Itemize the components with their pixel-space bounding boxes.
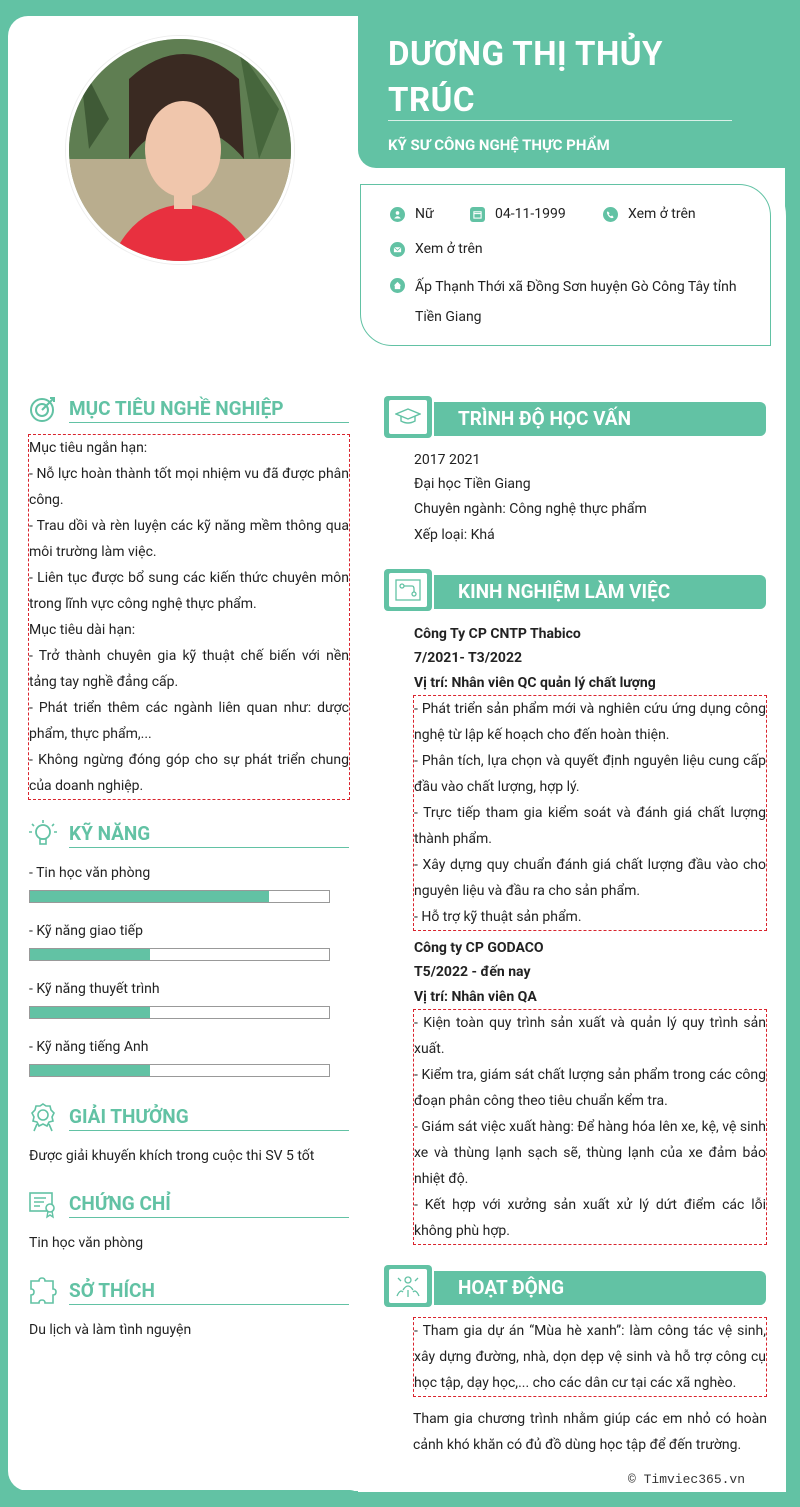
education-major: Chuyên ngành: Công nghệ thực phẩm (414, 501, 647, 517)
objective-rule (69, 422, 349, 423)
objective-title: MỤC TIÊU NGHỀ NGHIỆP (69, 397, 284, 420)
gender-value: Nữ (415, 206, 434, 222)
avatar-image (69, 39, 294, 264)
job-duty: - Phân tích, lựa chọn và quyết định nguyên liệu cung cấp đầu vào chất lượng, hợp lý. (414, 753, 766, 795)
experience-title: KINH NGHIỆM LÀM VIỆC (458, 580, 671, 603)
objective-line: - Trở thành chuyên gia kỹ thuật chế biến với nền tảng tay nghề đẳng cấp. (29, 648, 349, 690)
awards-heading (28, 1102, 348, 1132)
job-duties-box (413, 1009, 767, 1245)
phone-icon (603, 207, 618, 222)
activities-title: HOẠT ĐỘNG (458, 1276, 565, 1299)
job-duty: - Kiện toàn quy trình sản xuất và quản lý quy trình sản xuất. (414, 1015, 766, 1057)
skill-bar (29, 948, 330, 961)
job-duty: - Phát triển sản phẩm mới và nghiên cứu ứng dụng công nghệ từ lập kế hoạch cho đến hoàn thiện. (414, 701, 766, 743)
education-title: TRÌNH ĐỘ HỌC VẤN (458, 407, 632, 430)
job-duty: - Hỗ trợ kỹ thuật sản phẩm. (414, 909, 582, 925)
objective-line: Mục tiêu dài hạn: (29, 622, 136, 638)
phone-row (603, 206, 696, 222)
job-duty: - Giám sát việc xuất hàng: Để hàng hóa lên xe, kệ, vệ sinh xe và thùng lạnh sạch sẽ, thùng lạnh của xe đảm bảo nhiệt độ. (414, 1119, 766, 1187)
skill-label: - Kỹ năng tiếng Anh (29, 1039, 149, 1055)
hobbies-rule (69, 1304, 349, 1305)
activity-text: - Tham gia dự án “Mùa hè xanh”: làm công tác vệ sinh, xây dựng đường, nhà, dọn dẹp vệ sinh và hỗ trợ công cụ học tập, dạy học,... cho các dân cư tại các xã nghèo. (414, 1323, 766, 1391)
education-heading (384, 396, 766, 438)
user-icon (390, 207, 405, 222)
objective-heading (28, 394, 348, 424)
address-value: Ấp Thạnh Thới xã Đồng Sơn huyện Gò Công Tây tỉnh Tiền Giang (415, 279, 737, 325)
skills-heading (28, 819, 348, 849)
objective-line: - Trau dồi và rèn luyện các kỹ năng mềm thông qua môi trường làm việc. (29, 518, 349, 560)
certificates-rule (69, 1217, 349, 1218)
objective-line: Mục tiêu ngắn hạn: (29, 440, 148, 456)
awards-text: Được giải khuyến khích trong cuộc thi SV 5 tốt (29, 1148, 315, 1164)
job-period: 7/2021- T3/2022 (414, 650, 523, 666)
education-school: Đại học Tiền Giang (414, 476, 531, 492)
skill-label: - Kỹ năng thuyết trình (29, 981, 160, 997)
job-position: Vị trí: Nhân viên QA (414, 989, 537, 1005)
certificates-heading (28, 1189, 348, 1219)
skill-bar (29, 890, 330, 903)
job-duty: - Trực tiếp tham gia kiểm soát và đánh giá chất lượng thành phẩm. (414, 805, 766, 847)
full-name: DƯƠNG THỊ THỦY TRÚC (388, 35, 663, 120)
experience-icon-box (384, 569, 432, 611)
skill-bar-fill (30, 1065, 150, 1076)
skills-rule (69, 847, 349, 848)
certificate-icon (28, 1189, 58, 1219)
footer-watermark: © Timviec365.vn (628, 1472, 746, 1487)
objective-line: - Nỗ lực hoàn thành tốt mọi nhiệm vu đã được phân công. (29, 466, 349, 508)
experience-heading (384, 569, 766, 611)
awards-rule (69, 1130, 349, 1131)
name-divider (388, 120, 732, 121)
hobbies-heading (28, 1276, 348, 1306)
objective-line: - Không ngừng đóng góp cho sự phát triển chung của doanh nghiệp. (29, 752, 349, 794)
job-position: Vị trí: Nhân viên QC quản lý chất lượng (414, 675, 656, 691)
job-duty: - Kết hợp với xưởng sản xuất xử lý dứt điểm các lỗi không phù hợp. (414, 1197, 766, 1239)
objective-line: - Phát triển thêm các ngành liên quan như: dược phẩm, thực phẩm,... (29, 700, 349, 742)
education-icon-box (384, 396, 432, 438)
job-title: KỸ SƯ CÔNG NGHỆ THỰC PHẨM (388, 136, 610, 154)
graduation-cap-icon (395, 407, 421, 427)
awards-title: GIẢI THƯỞNG (69, 1105, 189, 1128)
phone-value: Xem ở trên (628, 206, 696, 222)
address-row (390, 272, 750, 332)
skills-title: KỸ NĂNG (69, 822, 151, 845)
skill-label: - Tin học văn phòng (29, 865, 151, 881)
job-company: Công Ty CP CNTP Thabico (414, 626, 581, 642)
skill-bar (29, 1006, 330, 1019)
job-duties-box (413, 695, 767, 931)
education-period: 2017 2021 (414, 452, 481, 468)
activities-box (413, 1317, 767, 1397)
activities-icon-box (384, 1265, 432, 1307)
mail-icon (390, 242, 405, 257)
avatar-photo (66, 36, 294, 264)
certificates-title: CHỨNG CHỈ (69, 1192, 171, 1215)
skill-bar-fill (30, 891, 269, 902)
activities-heading (384, 1265, 766, 1307)
gender-row (390, 206, 434, 222)
hobbies-text: Du lịch và làm tình nguyện (29, 1322, 192, 1338)
objective-box (28, 434, 350, 800)
dob-value: 04-11-1999 (495, 206, 566, 222)
job-duty: - Kiểm tra, giám sát chất lượng sản phẩm trong các công đoạn phân công theo tiêu chuẩn kểm tra. (414, 1067, 766, 1109)
skill-bar-fill (30, 949, 150, 960)
skill-bar (29, 1064, 330, 1077)
target-icon (28, 394, 58, 424)
job-company: Công ty CP GODACO (414, 940, 544, 956)
job-period: T5/2022 - đến nay (414, 964, 531, 980)
email-row (390, 241, 483, 257)
certificates-text: Tin học văn phòng (29, 1235, 144, 1251)
team-icon (395, 1274, 421, 1298)
home-icon (390, 278, 405, 293)
objective-line: - Liên tục được bổ sung các kiến thức chuyên môn trong lĩnh vực công nghệ thực phẩm. (29, 570, 349, 612)
bottom-strip (0, 1490, 360, 1507)
medal-icon (28, 1102, 58, 1132)
calendar-icon (470, 207, 485, 222)
workflow-icon (395, 579, 421, 601)
job-duty: - Xây dựng quy chuẩn đánh giá chất lượng đầu vào cho nguyên liệu và đầu ra cho sản phẩm. (414, 857, 766, 899)
skill-bar-fill (30, 1007, 150, 1018)
hobbies-title: SỞ THÍCH (69, 1279, 155, 1302)
puzzle-icon (28, 1276, 58, 1306)
dob-row (470, 206, 566, 222)
education-rank: Xếp loại: Khá (414, 527, 495, 543)
skill-label: - Kỹ năng giao tiếp (29, 923, 143, 939)
activity-text-2: Tham gia chương trình nhằm giúp các em nhỏ có hoàn cảnh khó khăn có đủ đồ dùng học tập để đến trường. (413, 1411, 767, 1453)
lightbulb-icon (28, 819, 58, 849)
email-value: Xem ở trên (415, 241, 483, 257)
